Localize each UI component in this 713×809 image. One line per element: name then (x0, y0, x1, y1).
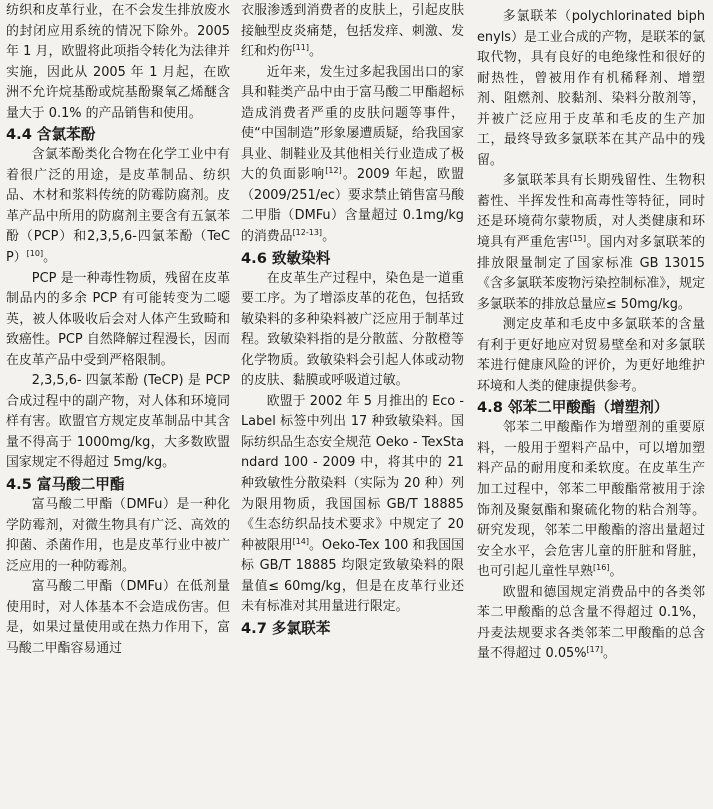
section-heading-4-4: 4.4 含氯苯酚 (6, 126, 96, 144)
paragraph: 欧盟于 2002 年 5 月推出的 Eco - Label 标签中列出 17 种致敏染料。国际纺织品生态安全规范 Oeko - TexStandard 100 - 2009 中，将其中的 21 种致敏性分散染料（实际为 20 种）列为限用物质，我国国标 GB/T 18885《生态纺织品技术要求》中规定了 20 种被限用[14]。Oeko-Tex 100 和我国国标 GB/T 18885 均限定致敏染料的限量值≤ 60mg/kg，但是在皮革行业还未有标准对其用量进行限定。 (241, 393, 464, 615)
section-heading-4-5: 4.5 富马酸二甲酯 (6, 476, 125, 494)
paragraph: PCP 是一种毒性物质，残留在皮革制品内的多余 PCP 有可能转变为二噁英，被人体吸收后会对人体产生致畸和致癌性。PCP 自然降解过程漫长，因而在皮革产品中受到严格限制。 (6, 270, 230, 368)
paragraph: 邻苯二甲酸酯作为增塑剂的重要原料，一般用于塑料产品中，可以增加塑料产品的耐用度和柔软度。在皮革生产加工过程中，邻苯二甲酸酯常被用于涂饰剂及聚氨酯和聚硫化物的粘合剂等。研究发现，邻苯二甲酸酯的溶出量超过安全水平，会危害儿童的肝脏和肾脏，也可引起儿童性早熟[16]。 (477, 420, 705, 580)
citation-ref: [12-13] (292, 228, 323, 238)
section-heading-4-6: 4.6 致敏染料 (241, 249, 331, 267)
paragraph: 2,3,5,6- 四氯苯酚 (TeCP) 是 PCP 合成过程中的副产物，对人体和环境同样有害。欧盟官方规定皮革制品中其含量不得高于 1000mg/kg，大多数欧盟国家规定不得超过 5mg/kg。 (6, 373, 230, 471)
paragraph: 衣服渗透到消费者的皮肤上，引起皮肤接触型皮炎痛楚，包括发痒、刺激、发红和灼伤[11]。 (241, 3, 464, 60)
column-middle (241, 0, 464, 639)
section-heading-4-7: 4.7 多氯联苯 (241, 619, 331, 637)
citation-ref: [17] (586, 645, 603, 655)
paragraph: 测定皮革和毛皮中多氯联苯的含量有利于更好地应对贸易壁垒和对多氯联苯进行健康风险的评价，为更好地维护环境和人类的健康提供参考。 (477, 317, 705, 394)
paragraph: 在皮革生产过程中，染色是一道重要工序。为了增添皮革的花色，包括致敏染料的多种染料被广泛应用于制革过程。致敏染料指的是分散蓝、分散橙等化学物质。致敏染料会引起人体或动物的皮肤、黏膜或呼吸道过敏。 (241, 270, 464, 389)
citation-ref: [12] (325, 166, 342, 176)
citation-ref: [15] (569, 234, 586, 244)
section-heading-4-8: 4.8 邻苯二甲酸酯（增塑剂） (477, 399, 669, 417)
citation-ref: [14] (292, 536, 310, 546)
column-right (477, 0, 705, 665)
paragraph: 富马酸二甲酯（DMFu）在低剂量使用时，对人体基本不会造成伤害。但是，如果过量使用或在热力作用下，富马酸二甲酯容易通过 (6, 579, 230, 656)
paragraph: 欧盟和德国规定消费品中的各类邻苯二甲酸酯的总含量不得超过 0.1%，丹麦法规要求各类邻苯二甲酸酯的总含量不得超过 0.05%[17]。 (477, 584, 705, 662)
paragraph: 近年来，发生过多起我国出口的家具和鞋类产品中由于富马酸二甲酯超标造成消费者严重的皮肤问题等事件，使“中国制造”形象屡遭质疑，给我国家具业、制鞋业及其他相关行业造成了极大的负面影响[12]。2009 年起，欧盟（2009/251/ec）要求禁止销售富马酸二甲脂（DMFu）含量超过 0.1mg/kg 的消费品[12-13]。 (241, 64, 465, 245)
column-left (6, 0, 230, 659)
paragraph: 多氯联苯（polychlorinated biphenyls）是工业合成的产物，是联苯的氯取代物，具有良好的电绝缘性和很好的耐热性，曾被用作有机稀释剂、增塑剂、阻燃剂、胶黏剂、染料分散剂等，并被广泛应用于皮革和毛皮的生产加工，最终导致多氯联苯在其产品中的残留。 (477, 9, 705, 168)
paragraph: 纺织和皮革行业，在不会发生排放废水的封闭应用系统的情况下除外。2005 年 1 月，欧盟将此项指令转化为法律并实施，因此从 2005 年 1 月起，在欧洲不允许烷基酚或烷基酚聚氧乙烯醚含量大于 0.1% 的产品销售和使用。 (6, 3, 230, 121)
paragraph: 含氯苯酚类化合物在化学工业中有着很广泛的用途，是皮革制品、纺织品、木材和浆料传统的防霉防腐剂。皮革产品中所用的防腐剂主要含有五氯苯酚（PCP）和2,3,5,6-四氯苯酚（TeCP）[10]。 (6, 147, 230, 266)
paragraph: 富马酸二甲酯（DMFu）是一种化学防霉剂，对微生物具有广泛、高效的抑菌、杀菌作用，也是皮革行业中被广泛应用的一种防霉剂。 (6, 497, 230, 574)
citation-ref: [11] (292, 43, 309, 53)
citation-ref: [16] (593, 563, 610, 573)
citation-ref: [10] (26, 249, 44, 259)
paragraph: 多氯联苯具有长期残留性、生物积蓄性、半挥发性和高毒性等特征，同时还是环境荷尔蒙物质，对人类健康和环境具有严重危害[15]。国内对多氯联苯的排放限量制定了国家标准 GB 13015《含多氯联苯废物污染控制标准》，规定多氯联苯的排放总量应≤ 50mg/kg。 (477, 173, 706, 312)
